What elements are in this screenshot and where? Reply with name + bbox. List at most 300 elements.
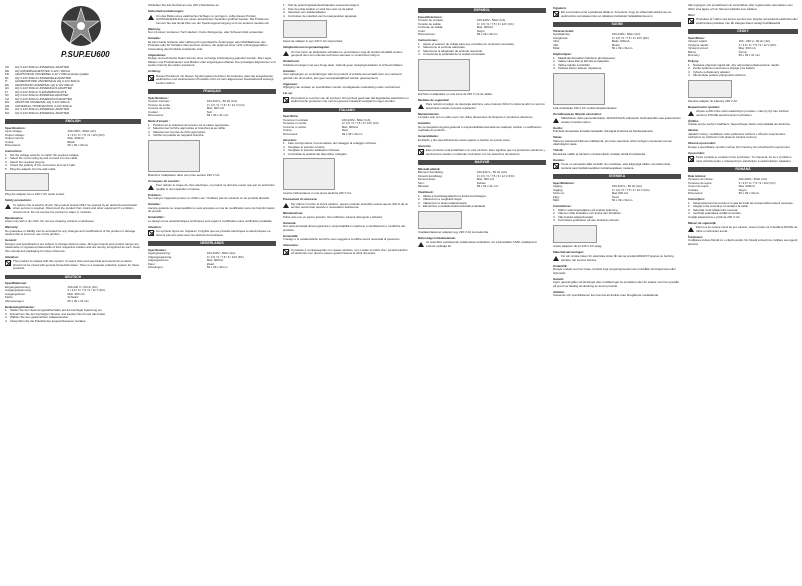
spec-label: Tension de sortie : — [148, 102, 172, 107]
spec-value: 3 / 4,5 / 6 / 7,5 / 9 / 12 V (DC) — [67, 288, 106, 293]
fi-spec-heading: Tekniset tiedot: — [553, 28, 575, 33]
cz-note-block — [688, 156, 798, 163]
english-instructions-list — [5, 154, 141, 172]
spec-label: Ausgangsstrom: — [5, 291, 26, 296]
cz-note-heading: Upozornění: — [688, 150, 705, 155]
fi-warranty-text: Takuu ja vastuuvelvollisuus mitätöityvät, jos tuote vaurioituu siihen tehtyjen muutosten tai sen väärinkäytön takia. — [553, 138, 673, 147]
spec-label: Tension d'entrée : — [148, 99, 171, 104]
cz-general-heading: Obecné upozornění: — [688, 141, 716, 146]
fr-warranty-text: Aucune garantie ou responsabilité ne sera acceptée en cas de modification et/ou de transformation du produit. — [148, 205, 275, 214]
deutsch-attention-text: Dieses Produkt ist mit diesem Symbol gekennzeichnet. Es bedeutet, dass die ausgedienten elektrischen und elektronischen Produkte nicht mit dem allgemeinen Haushaltsmüll entsorgt werden dürfen. — [156, 73, 274, 85]
ro-maint-heading: Întreţinere: — [688, 234, 704, 239]
crossed-bin-icon — [148, 75, 154, 81]
language-title: HQ 3-12V 600mA UNIVERSAL ADAPTER — [15, 110, 70, 115]
spec-value: Max 600 mA — [611, 191, 629, 196]
nl-warranty-heading: Garantie: — [283, 68, 296, 73]
spec-value: Noir — [206, 109, 213, 114]
warning-triangle-icon — [418, 104, 424, 109]
spec-label: Dimensions : — [148, 113, 165, 118]
spec-label: Culoare: — [688, 187, 699, 192]
spec-label: Uitgangsstroom: — [148, 258, 170, 263]
fr-mode-heading: Mode d'emploi : — [148, 119, 170, 124]
ro-safety-heading: Măsuri de siguranţă: — [688, 220, 717, 225]
sv-warranty-heading: Garanti: — [553, 276, 565, 281]
spec-value: 69 x 39 x 31 mm — [738, 53, 760, 58]
warning-triangle-icon — [148, 15, 154, 20]
it-attention-block — [283, 249, 411, 256]
spec-value: 3 / 4,5 / 6 / 7,5 / 9 / 12 V (CC) — [206, 102, 245, 107]
spec-value: Zwart — [206, 261, 215, 266]
spec-value: 69 x 39 x 31mm — [206, 265, 228, 270]
fr-safety-block — [148, 184, 276, 191]
spec-value: Schwarz — [67, 295, 79, 300]
list-number: 5. — [5, 166, 8, 171]
spec-label: Abmessungen: — [5, 298, 25, 303]
hu-instructions-list — [418, 195, 546, 209]
crossed-bin-icon — [688, 156, 694, 162]
list-text: Säädä jännitevalitsin haluttuun jännitteeseen. — [558, 55, 617, 60]
ro-safety-block — [688, 226, 798, 233]
spec-label: Dimensiuni: — [688, 191, 704, 196]
english-attention-heading: Attention: — [5, 254, 19, 259]
spec-label: Méretek: — [418, 184, 430, 189]
spec-row — [148, 114, 276, 118]
crossed-bin-icon — [283, 97, 289, 103]
fi-instructions-heading: Käyttöohjeet: — [553, 52, 572, 57]
list-item — [283, 15, 411, 19]
list-text: Compruebe la polaridad de la unidad conectada. — [423, 52, 486, 57]
es-spec-heading: Especificaciones: — [418, 14, 443, 19]
cz-safety-heading: Bezpečnostní opatření: — [688, 104, 720, 109]
english-safety-text: To reduce risk of electric shock, this product should ONLY be opened by an authorized technician when service is required. Disconnect the product from mains and other equipment if a problem should occur. Do not expose the product to water or moisture. — [13, 202, 138, 214]
ro-instructions-heading: Instrucţiuni: — [688, 197, 705, 202]
list-text: Set the voltage selector to match the required voltage. — [10, 152, 80, 157]
fi-note-text: Tuote on varustettu tällä merkillä. Se merkitsee, ettei käytettyjä sähkö- tai elektronisia tuotteita saa hävittää tavallisen kotitalousjätteen mukana. — [561, 162, 670, 170]
list-number: 3. — [688, 207, 691, 212]
it-general-text: Il design e le caratteristiche tecniche sono soggetti a modifica senza necessità di preavviso. — [283, 237, 401, 242]
spec-label: Tensión de entrada: — [418, 18, 444, 23]
list-number: 4. — [5, 318, 8, 323]
deutsch-step-5: Schließen Sie das Netzteil an eine 230 V-Steckdose an. — [148, 4, 220, 7]
spec-value: Black — [67, 139, 75, 144]
language-code: HU — [5, 86, 10, 90]
it-general-heading: Generalità: — [283, 233, 299, 238]
deutsch-instructions-list — [5, 309, 141, 323]
fi-note-block — [553, 163, 681, 170]
nl-general-heading: Algemeen: — [283, 81, 298, 86]
sv-safety-heading: Säkerhetsanvisningar: — [553, 249, 585, 254]
list-text: Válassza ki a kívánt adapterdugót. — [423, 200, 468, 205]
list-text: Verificaţi polaritatea unităţii conectate. — [693, 211, 742, 216]
adapter-plug-image — [5, 173, 49, 191]
spec-value: 3 / 4,5 / 6 / 7,5 / 9 / 12V (CC) — [738, 180, 776, 185]
list-item — [418, 205, 546, 209]
deutsch-maint-heading: Wartung: — [148, 26, 161, 31]
list-number: 2. — [688, 204, 691, 209]
it-safety-block — [283, 203, 411, 210]
list-number: 3. — [688, 69, 691, 74]
deutsch-general-heading: Allgemeines: — [148, 52, 166, 57]
cz-spec-table — [688, 40, 798, 58]
nl-maint-heading: Onderhoud: — [283, 59, 300, 63]
list-number: 1. — [5, 152, 8, 157]
ro-step-5: Cuplaţi adaptorul la o priză de 230 V CA. — [688, 214, 741, 219]
spec-row — [5, 144, 141, 148]
language-code: NL — [5, 75, 9, 80]
language-title: HQ 3-12V 600mA UNIVERSAL ADAPTER — [15, 107, 70, 111]
list-number: 1. — [688, 200, 691, 205]
ro-safety-text: Pentru a se reduce riscul de şoc electric, acest produs va fi desfăcut NUMAI de către un tehnician avizat. — [696, 225, 798, 233]
fr-attention-heading: Attention : — [148, 224, 163, 229]
warning-triangle-icon — [688, 227, 694, 232]
list-text: Välj den rätta kontakten och anslut den till kabeln. — [558, 211, 622, 216]
hu-spec-table — [418, 171, 546, 189]
warning-triangle-icon — [418, 242, 424, 247]
ro-spec-heading: Date tehnice: — [688, 173, 707, 178]
language-code: DE — [5, 68, 10, 73]
english-safety-heading: Safety precautions: — [5, 198, 32, 203]
spec-value: Max. 600 mA — [67, 291, 85, 296]
hu-attention-heading: Figyelem: — [553, 5, 567, 10]
fi-safety-heading: Turvallisuuteen liittyvät varotoimet: — [553, 111, 602, 116]
crossed-bin-icon — [148, 230, 154, 236]
language-title: HQ UNIVERSALNETZTEIL 3-12V / 600mA — [15, 68, 71, 73]
column-4 — [418, 4, 546, 582]
spec-value: 3 / 4,5 / 6 / 7,5 / 9 / 12V (CC) — [341, 121, 379, 126]
spec-label: Kleur: — [148, 261, 156, 266]
section-band-espanol: ESPAÑOL — [418, 8, 546, 13]
list-number: 1. — [688, 62, 691, 67]
list-text: Check the polarity of the connection and set it right. — [10, 163, 76, 168]
list-item — [553, 219, 681, 223]
spec-label: Farbe: — [5, 295, 14, 300]
cz-safety-text: Abyste snížili riziko úrazu elektrickým proudem, mělo by být toto zařízení otevřeno POUZE autorizovaným technikem. — [696, 109, 790, 117]
spec-label: Barva: — [688, 49, 697, 54]
list-text: Tarkista liitetyn laitteen napaisuus. — [558, 66, 602, 71]
spec-label: Bemenő feszültség: — [418, 170, 444, 175]
cz-warranty-text: Jakékoli změny, modifikace nebo poškození zařízení z důvodu nesprávného zacházení se zařízením ruší platnost záruční smlouvy. — [688, 131, 786, 140]
cz-instructions-heading: Pokyny: — [688, 59, 700, 64]
list-text: Überprüfen Sie die Polarität des angeschlossenen Gerätes. — [10, 318, 87, 323]
spec-value: Max. 600 mA — [206, 106, 224, 111]
it-instructions-list — [283, 142, 411, 156]
spec-value: 100-230V~ 50Hz (CA) — [476, 18, 506, 23]
cz-maint-text: Čistěte pouze suchým hadříkem. Nepoužívejte čisticí rozpouštědla ani abraziva. — [688, 122, 791, 127]
list-text: Vyberte požadovaný adaptér. — [693, 69, 731, 74]
spec-label: Vstupní napětí: — [688, 39, 708, 44]
it-warranty-heading: Garanzia: — [283, 220, 297, 225]
language-code: FR — [5, 72, 9, 76]
es-attention-block — [418, 149, 546, 156]
fr-instructions-list — [148, 124, 276, 138]
language-code: ES — [5, 82, 9, 87]
it-spec-heading: Specifiche: — [283, 114, 299, 119]
wall-adapter-image — [418, 59, 470, 91]
language-title: HQ 3-12V 600mA UNIVERSALADAPTER — [15, 93, 69, 97]
list-number: 4. — [418, 52, 421, 57]
fi-step-5: Liitä verkkolaite 230 V AC verkkovirtapistorasiaan. — [553, 105, 618, 110]
section-band-svenska: SVENSKA — [553, 174, 681, 179]
hu-spec-heading: Műszaki adatok: — [418, 166, 441, 171]
language-code: GR — [5, 103, 10, 108]
spec-label: Dimensiones: — [418, 32, 436, 37]
fr-general-text: Le design et les caractéristiques techniques sont sujets à modification sans notification préalable. — [148, 218, 273, 223]
spec-value: Maks. 600mA — [611, 39, 630, 44]
crossed-bin-icon — [688, 18, 694, 24]
list-text: Wählen Sie den gewünschten Adapterstecker. — [10, 315, 69, 320]
spec-row — [553, 199, 681, 203]
fr-safety-text: Pour réduire le risque de choc électrique, ce produit ne doit être ouvert que par un technicien qualifié si une réparation s'impose. — [156, 183, 275, 191]
spec-value: 100-230 V~ 50 Hz (AC) — [611, 184, 643, 189]
es-safety-text: Para reducir el peligro de descarga eléctrica, este producto SÓLO lo debería abrir un técnico autorizado cuando necesite reparación. — [426, 102, 545, 110]
list-number: 3. — [283, 10, 286, 14]
list-text: Zvolte správnou koncovku a připojte ji ke kabelu. — [693, 66, 756, 71]
list-text: Zkontrolujte polaritu připojeného zařízení. — [693, 73, 747, 78]
spec-value: 69 x 39 x 31 mm — [206, 113, 229, 118]
es-maint-heading: Mantenimiento: — [418, 111, 440, 116]
spec-value: Musta — [611, 42, 620, 47]
spec-value: Máx. 600mA — [476, 25, 494, 30]
language-title: HQ 3-12V 600mA YLEISVERKKOLAITE — [15, 89, 67, 94]
es-maint-text: Límpielo sólo con un paño seco. No utilice disolventes de limpieza ni productos abrasivos. — [418, 115, 534, 120]
fi-instructions-list — [553, 57, 681, 71]
list-text: Setaţi selectorul de tensiune în aşa fel încât să corespundă tensiunii necesare. — [693, 200, 794, 205]
spec-label: Výstupní napětí: — [688, 42, 709, 47]
nl-maint-text: Uitsluitend reinigen met een droge doek. Gebruik geen reinigingsmiddelen of schuurmiddelen. — [283, 62, 404, 67]
hu-attention-block — [553, 11, 681, 18]
list-number: 3. — [553, 214, 556, 219]
spec-value: 100 - 230 V~ 50 Hz (AC) — [738, 39, 771, 44]
spec-value: 3 / 4,5 / 6 / 7,5 / 9 / 12 V (DC) — [611, 187, 650, 192]
es-safety-block — [418, 103, 546, 110]
list-item — [283, 153, 411, 157]
it-safety-text: Per ridurre il rischio di shock elettrico, questo prodotto dovrebbe essere aperto SOLO da un tecnico autorizzato quando è necessaria l'assistenza. — [291, 201, 409, 210]
sv-obs-heading: Obs! — [688, 12, 695, 17]
list-text: Entnehmen Sie den benötigten Stecker und stecken Sie ihn auf das Kabel. — [10, 311, 106, 316]
it-instructions-heading: Istruzioni: — [283, 137, 297, 142]
cz-maint-heading: Údržba: — [688, 118, 699, 123]
language-title: ADAPTATEUR UNIVERSEL 3-12 V 600mA Haute Qualité — [15, 72, 89, 76]
es-warranty-heading: Garantía: — [418, 121, 431, 126]
language-code: SV — [5, 93, 9, 97]
spec-label: Eingangsspannung: — [5, 284, 31, 289]
fi-general-text: Muutoksia malliin ja teknisiin ominaisuuksiin voidaan tehdä ilmoituksetta. — [553, 151, 646, 156]
adapter-plug-image — [688, 80, 732, 98]
es-general-heading: Generalidades: — [418, 134, 439, 139]
warning-triangle-icon — [5, 204, 11, 209]
nl-spec-heading: Specificaties: — [148, 247, 167, 252]
spec-label: Výstupní proud: — [688, 46, 709, 51]
spec-value: Max. 600mA — [206, 258, 224, 263]
spec-label: Tensiune de intrare: — [688, 177, 714, 182]
list-item — [5, 168, 141, 172]
cz-safety-block — [688, 110, 798, 117]
list-number: 3. — [283, 148, 286, 153]
crossed-bin-icon — [283, 249, 289, 255]
list-text: Select the correct plug tip and connect it to the cable. — [10, 156, 78, 161]
warning-triangle-icon — [553, 118, 559, 123]
spec-label: Dimensioni: — [283, 131, 299, 136]
warning-triangle-icon — [148, 185, 154, 190]
list-text: Positionnez le sélecteur de tension sur la valeur appropriée. — [153, 122, 230, 127]
list-number: 3. — [5, 159, 8, 164]
it-attention-text: Il prodotto è contrassegnato con questo simbolo, con il quale si indica che i prodotti elettrici ed elettronici non devono essere gettati insieme ai rifiuti domestici. — [291, 247, 408, 256]
spec-label: Ausgangsspannung: — [5, 288, 32, 293]
fr-spec-table — [148, 100, 276, 118]
list-number: 4. — [148, 133, 151, 138]
spec-value: 3 / 4,5 / 6 / 7,5 / 9 / 12 V (DC) — [738, 42, 777, 47]
section-band-suomi: SUOMI — [553, 22, 681, 27]
deutsch-safety-heading: Sicherheitsvorkehrungen: — [148, 9, 184, 13]
section-band-deutsch: DEUTSCH — [5, 275, 141, 280]
list-text: Select the required plug tip. — [10, 159, 46, 164]
list-item — [688, 74, 798, 78]
wall-adapter-image — [553, 73, 605, 105]
list-number: 1. — [283, 4, 286, 7]
language-list — [5, 66, 141, 115]
es-instructions-list — [418, 43, 546, 57]
adapter-plug-image — [553, 225, 597, 243]
spec-value: 100-230 V~ 50 Hz (CA) — [206, 99, 238, 104]
spec-row — [283, 133, 411, 137]
list-text: Valitse oikea liitin ja kiinnitä se kaapeliin. — [558, 59, 610, 64]
deutsch-warranty-text: Es kann keine Garantie oder Haftung für irgendwelche Änderungen oder Modifikationen des Produkts oder für Schäden übernommen werden, die aufgrund einer nicht ordnungsgemäßen Anwendung des Produkts entstanden sind. — [148, 39, 268, 51]
list-text: Nastavte přepínač napětí tak, aby odpovídal požadovanému napětí. — [693, 62, 780, 67]
es-safety-heading: Medidas de seguridad: — [418, 97, 450, 102]
english-general-heading: General: — [5, 238, 17, 243]
spec-value: 69 x 39 x 31mm — [476, 32, 498, 37]
spec-label: Ström ut: — [553, 191, 565, 196]
wall-adapter-image — [148, 140, 200, 172]
deutsch-safety-text: Um das Risiko eines elektrischen Schlags zu verringern, sollte dieses Produkt AUSSCHLIESSLICH von einem autorisierten Techniker geöffnet werden. Bei Problemen trennen Sie das Gerät bitte von der Spannungsversorgung und von anderen Geräten ab. — [156, 13, 270, 25]
list-text: Ställ in spänningsväljaren på önskad spänning. — [558, 207, 619, 212]
list-number: 2. — [418, 45, 421, 50]
spec-label: Output current: — [5, 136, 25, 141]
english-instructions-heading: Instructions: — [5, 149, 23, 154]
list-text: Alegeţi mufa corectă şi conectaţi-o la cablu. — [693, 204, 749, 209]
spec-row — [148, 266, 276, 270]
list-number: 2. — [283, 144, 286, 149]
fr-general-heading: Généralités : — [148, 215, 166, 220]
language-title: ALIMENTATORE UNIVERSALE HQ 3-12V 600mA — [15, 79, 80, 83]
list-number: 2. — [553, 211, 556, 216]
adapter-plug-image — [418, 211, 462, 229]
language-title: HQ 3-12V 600mA UNIVERZÁLIS ADAPTER — [15, 86, 72, 90]
list-text: Välj önskad adapterkontakt. — [558, 214, 594, 219]
list-number: 1. — [418, 193, 421, 198]
spec-value: 3 / 4,5 / 6 / 7,5 / 9 / 12 V (DC) — [476, 173, 515, 178]
english-spec-heading: Specifications: — [5, 125, 26, 130]
english-safety-block — [5, 204, 141, 215]
deutsch-attention-block — [148, 75, 276, 86]
hu-attention-text: Ezt a terméket ezzel a jelöléssel látták el. Azt jelenti, hogy az elhasznált elektromos és elektronikus termékeket tilos az általános háztartási hulladékkal keverni. — [561, 10, 672, 18]
column-2 — [148, 4, 276, 582]
ro-instructions-list — [688, 202, 798, 216]
fr-attention-text: Ce symbole figure sur l'appareil. Il signifie que les produits électriques et électroniques ne doivent pas être jetés avec les déchets domestiques. — [156, 229, 271, 237]
spec-row — [688, 54, 798, 58]
spec-value: 100-230V~ 50Hz (AC) — [611, 32, 641, 37]
deutsch-warranty-heading: Garantie: — [148, 36, 161, 40]
list-text: Selecteer een stekkeradapter. — [288, 10, 327, 14]
spec-value: 100-230V~ 50Hz (AC) — [206, 251, 236, 256]
es-instructions-heading: Instrucciones: — [418, 38, 438, 43]
deutsch-maint-text: Nur mit einem trockenen Tuch säubern. Keine Reinigungs- oder Scheuermittel verwenden. — [148, 30, 264, 34]
hu-safety-block — [418, 241, 546, 248]
deutsch-general-text: Design und technische Daten können ohne vorherige Ankündigung geändert werden. Alle Logos, Marken und Produktnamen sind Marken oder eingetragene Marken ihrer jeweiligen Eigentümer und werden hiermit als solche anerkannt. — [148, 56, 276, 67]
star-logo-icon — [59, 4, 103, 48]
spec-value: Černá — [738, 49, 747, 54]
list-number: 1. — [148, 122, 151, 127]
list-text: Controleer de polariteit van het aangesloten apparaat. — [288, 13, 358, 18]
column-1 — [5, 4, 141, 582]
section-band-cesky: ČESKY — [688, 29, 798, 34]
nl-step-5: Steek de adapter in een 230 V AC stopcontact. — [283, 39, 344, 43]
list-item — [5, 320, 141, 324]
sv-instructions-heading: Instruktioner: — [553, 204, 572, 209]
english-general-text: Designs and specifications are subject to change without notice. All logos brands and product names are trademarks or registered trademarks of their respective holders and are hereby recognized as such. Keep this manual and packaging for future reference. — [5, 241, 140, 253]
list-text: Sélectionnez la fiche appropriée et branchez-la au câble. — [153, 126, 226, 131]
language-code: UK — [5, 65, 10, 69]
language-title: HQ 3-12V 600mA UNIVERZÁLNÍ ADAPTÉR — [15, 96, 72, 101]
deutsch-safety-block — [148, 15, 276, 26]
list-number: 1. — [5, 308, 8, 313]
spec-value: Max. 600mA — [341, 124, 359, 129]
spec-value: 69 x 39 x 31mm — [67, 143, 89, 148]
spec-label: Utgång: — [553, 187, 564, 192]
spec-value: 3 / 4,5 / 6 / 7,5 / 9 / 12V (DC) — [67, 132, 105, 137]
spec-label: Output voltage: — [5, 132, 25, 137]
it-step-5: Inserite l'alimentatore in una presa elettrica 230 V CA. — [283, 191, 352, 196]
list-text: Valitse haluttu sovitinliitin. — [558, 62, 591, 67]
nl-safety-text: Om het risico op elektrische schokken te verminderen mag dit product ALLEEN worden geopend door een erkende technicus wanneer er onderhoud nodig is. — [291, 49, 403, 57]
sv-instructions-list — [553, 209, 681, 223]
list-number: 1. — [553, 207, 556, 212]
list-number: 2. — [418, 197, 421, 202]
fr-attention-block — [148, 230, 276, 237]
spec-value: Max. 600 mA — [738, 46, 756, 51]
list-number: 4. — [5, 163, 8, 168]
list-item — [418, 53, 546, 57]
list-number: 4. — [418, 204, 421, 209]
list-text: Plug the adapter into the wall outlet. — [10, 166, 56, 171]
it-safety-heading: Precauzioni di sicurezza: — [283, 197, 318, 202]
list-text: Selectaţi mufa adaptorului necesar. — [693, 207, 739, 212]
cz-note-text: Tento výrobek je označen tímto symbolem. To znamená, že se s výrobkem musí zacházet jako s nebezpečným elektrickým a elektronickým odpadem. — [696, 155, 792, 163]
spec-label: Kimenő feszültség: — [418, 173, 443, 178]
nl-attention-block — [283, 97, 411, 104]
list-number: 2. — [148, 126, 151, 131]
spec-row — [418, 33, 546, 37]
spec-label: Tensione in entrata: — [283, 117, 309, 122]
language-title: ADAPTOR UNIVERSAL HQ 3-12V 600mA — [15, 100, 70, 104]
list-number: 3. — [553, 62, 556, 67]
spec-value: 100-230V~ 50Hz (CA) — [341, 117, 371, 122]
hu-instructions-heading: Utasítások: — [418, 190, 434, 195]
deutsch-instructions-heading: Bedienungshinweise: — [5, 304, 35, 309]
list-number: 2. — [688, 66, 691, 71]
section-band-romana: ROMÂNĂ — [688, 167, 798, 172]
it-spec-table — [283, 119, 411, 137]
es-general-text: El diseño y las especificaciones están sujetos a cambio sin previo aviso. — [418, 137, 511, 142]
list-number: 1. — [283, 141, 286, 146]
spec-label: Kimenő áram: — [418, 177, 436, 182]
list-number: 2. — [5, 311, 8, 316]
spec-label: Tensión de salida: — [418, 21, 442, 26]
section-band-francais: FRANÇAIS — [148, 89, 276, 94]
it-warranty-text: Non sarà accettata alcuna garanzia o responsabilità in relazione a cambiamenti e modifiche del prodotto. — [283, 224, 405, 232]
english-maint-text: Clean only with a dry cloth. Do not use cleaning solvents or abrasives. — [5, 219, 95, 224]
spec-value: 3 / 4,5 / 6 / 7,5 / 9 / 12V (DC) — [611, 35, 649, 40]
